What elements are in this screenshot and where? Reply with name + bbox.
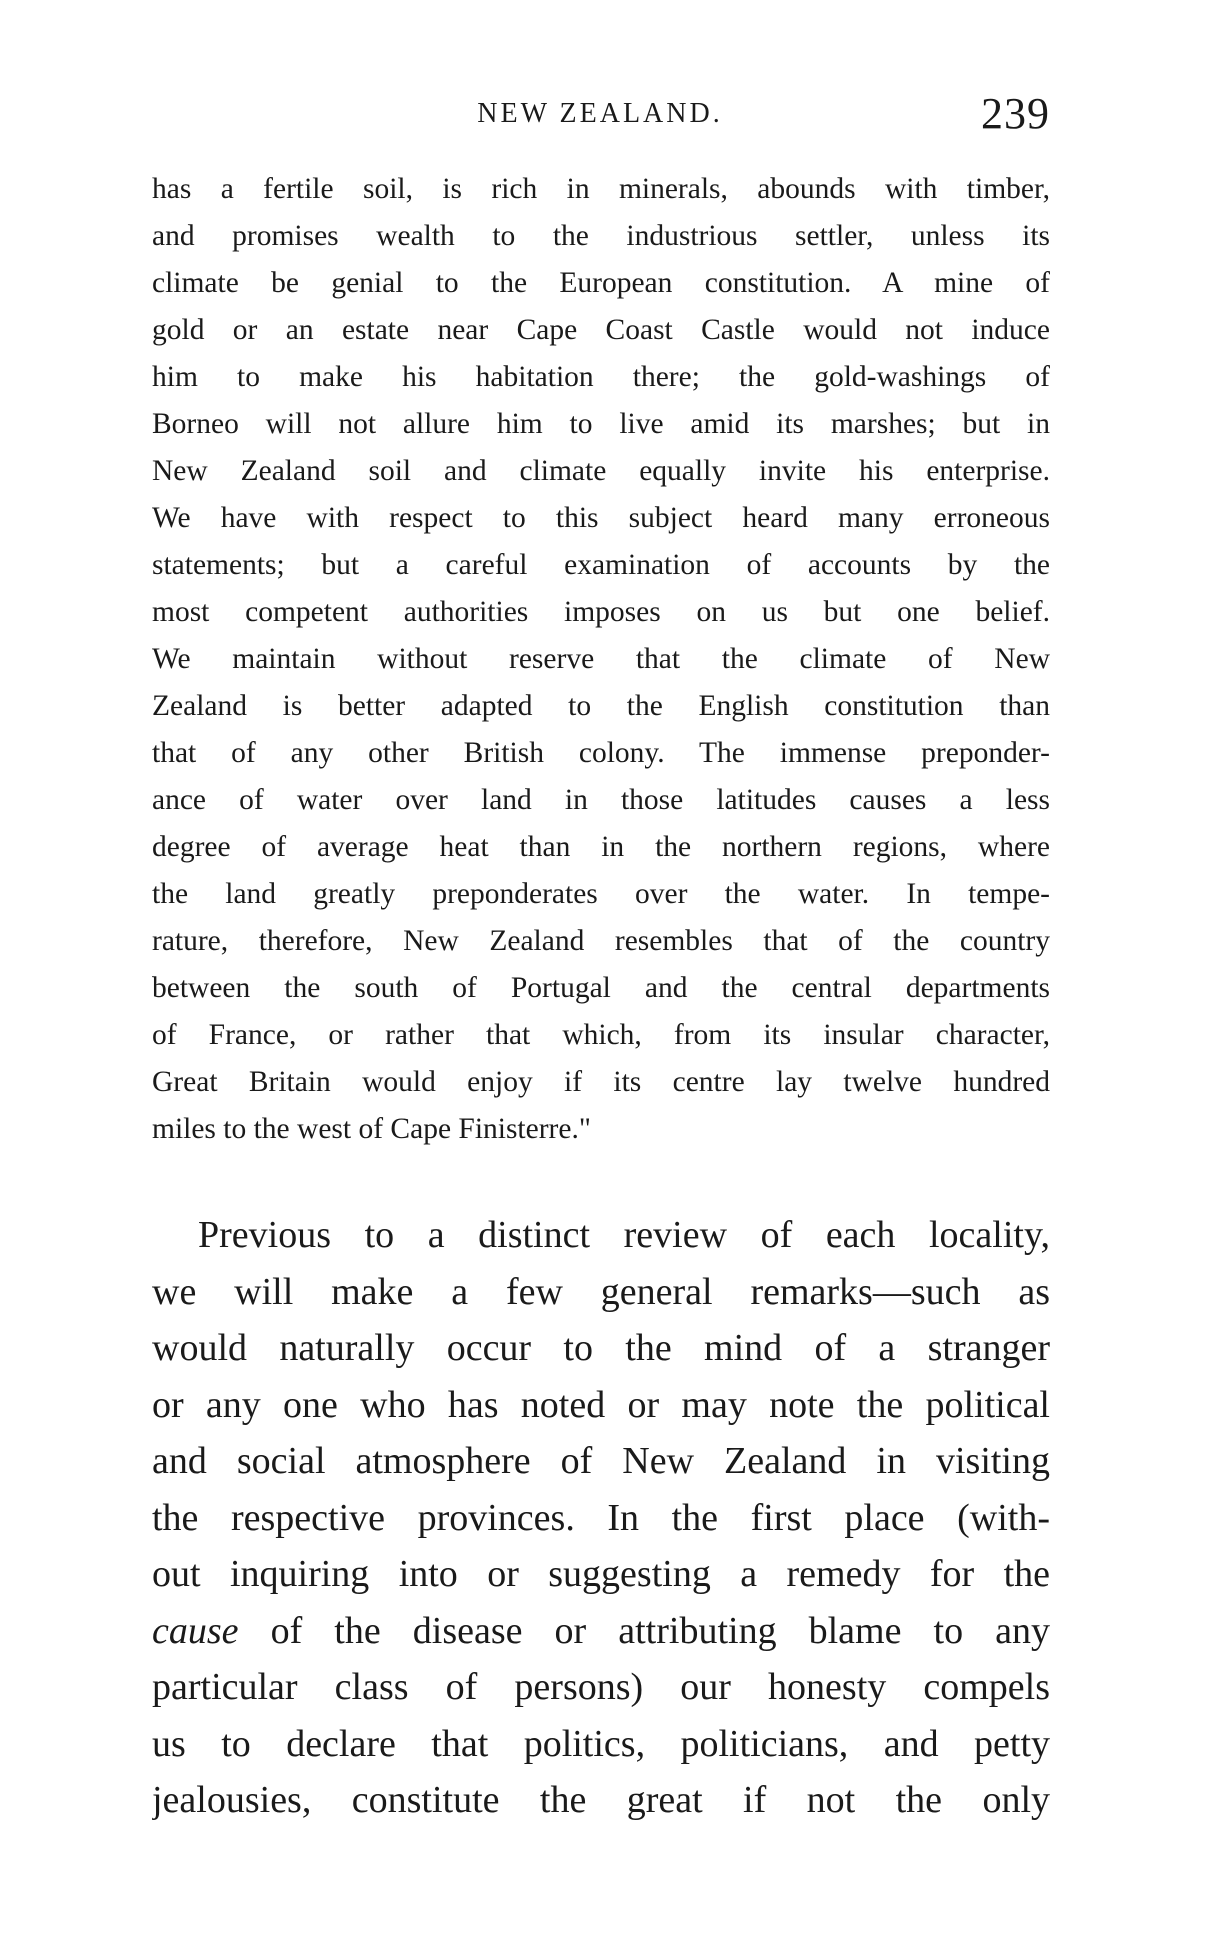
quote-line: of France, or rather that which, from its insular character, xyxy=(152,1019,1050,1051)
body-line: out inquiring into or suggesting a remedy for the xyxy=(152,1553,1050,1595)
quote-line: Great Britain would enjoy if its centre lay twelve hundred xyxy=(152,1066,1050,1098)
quote-line: miles to the west of Cape Finisterre." xyxy=(152,1113,591,1145)
body-line: or any one who has noted or may note the political xyxy=(152,1383,1050,1426)
quote-line: the land greatly preponderates over the water. In tempe- xyxy=(152,878,1050,910)
quote-line: Zealand is better adapted to the English constitution than xyxy=(152,690,1050,722)
body-line-with-italic xyxy=(152,1603,1050,1660)
quote-line: gold or an estate near Cape Coast Castle would not induce xyxy=(152,314,1050,346)
body-line-rest: of the disease or attributing blame to any xyxy=(238,1609,1050,1652)
body-line: and social atmosphere of New Zealand in visiting xyxy=(152,1440,1050,1482)
quote-line: him to make his habitation there; the gold-washings of xyxy=(152,361,1050,393)
quote-line: and promises wealth to the industrious settler, unless its xyxy=(152,220,1050,252)
body-line: the respective provinces. In the first place (with- xyxy=(152,1496,1050,1539)
running-title: NEW ZEALAND. xyxy=(477,98,723,129)
page-number: 239 xyxy=(981,89,1050,138)
quote-line: that of any other British colony. The immense preponder- xyxy=(152,737,1050,769)
body-line: Previous to a distinct review of each locality, xyxy=(198,1214,1050,1256)
running-head xyxy=(150,88,1050,138)
quote-line: has a fertile soil, is rich in minerals, abounds with timber, xyxy=(152,173,1050,205)
quote-line: Borneo will not allure him to live amid its marshes; but in xyxy=(152,408,1050,440)
body-paragraph xyxy=(152,1207,1050,1829)
body-line: us to declare that politics, politicians, and petty xyxy=(152,1722,1050,1765)
quote-line: degree of average heat than in the northern regions, where xyxy=(152,831,1050,863)
quote-line: most competent authorities imposes on us but one belief. xyxy=(152,596,1050,628)
quote-line: statements; but a careful examination of accounts by the xyxy=(152,549,1050,581)
quote-line: New Zealand soil and climate equally invite his enterprise. xyxy=(152,455,1050,487)
quote-line: We have with respect to this subject heard many erroneous xyxy=(152,502,1050,534)
body-line: particular class of persons) our honesty compels xyxy=(152,1666,1050,1708)
body-line: jealousies, constitute the great if not the only xyxy=(152,1779,1050,1821)
quoted-passage xyxy=(152,166,1050,1153)
italic-word: cause xyxy=(152,1609,239,1652)
body-line: would naturally occur to the mind of a stranger xyxy=(152,1327,1050,1369)
body-line: we will make a few general remarks—such as xyxy=(152,1270,1050,1313)
quote-line: rature, therefore, New Zealand resembles that of the country xyxy=(152,925,1050,957)
quote-line: We maintain without reserve that the climate of New xyxy=(152,643,1050,675)
quote-line: ance of water over land in those latitudes causes a less xyxy=(152,784,1050,816)
quote-line: climate be genial to the European constitution. A mine of xyxy=(152,267,1050,299)
quote-line: between the south of Portugal and the central departments xyxy=(152,972,1050,1004)
